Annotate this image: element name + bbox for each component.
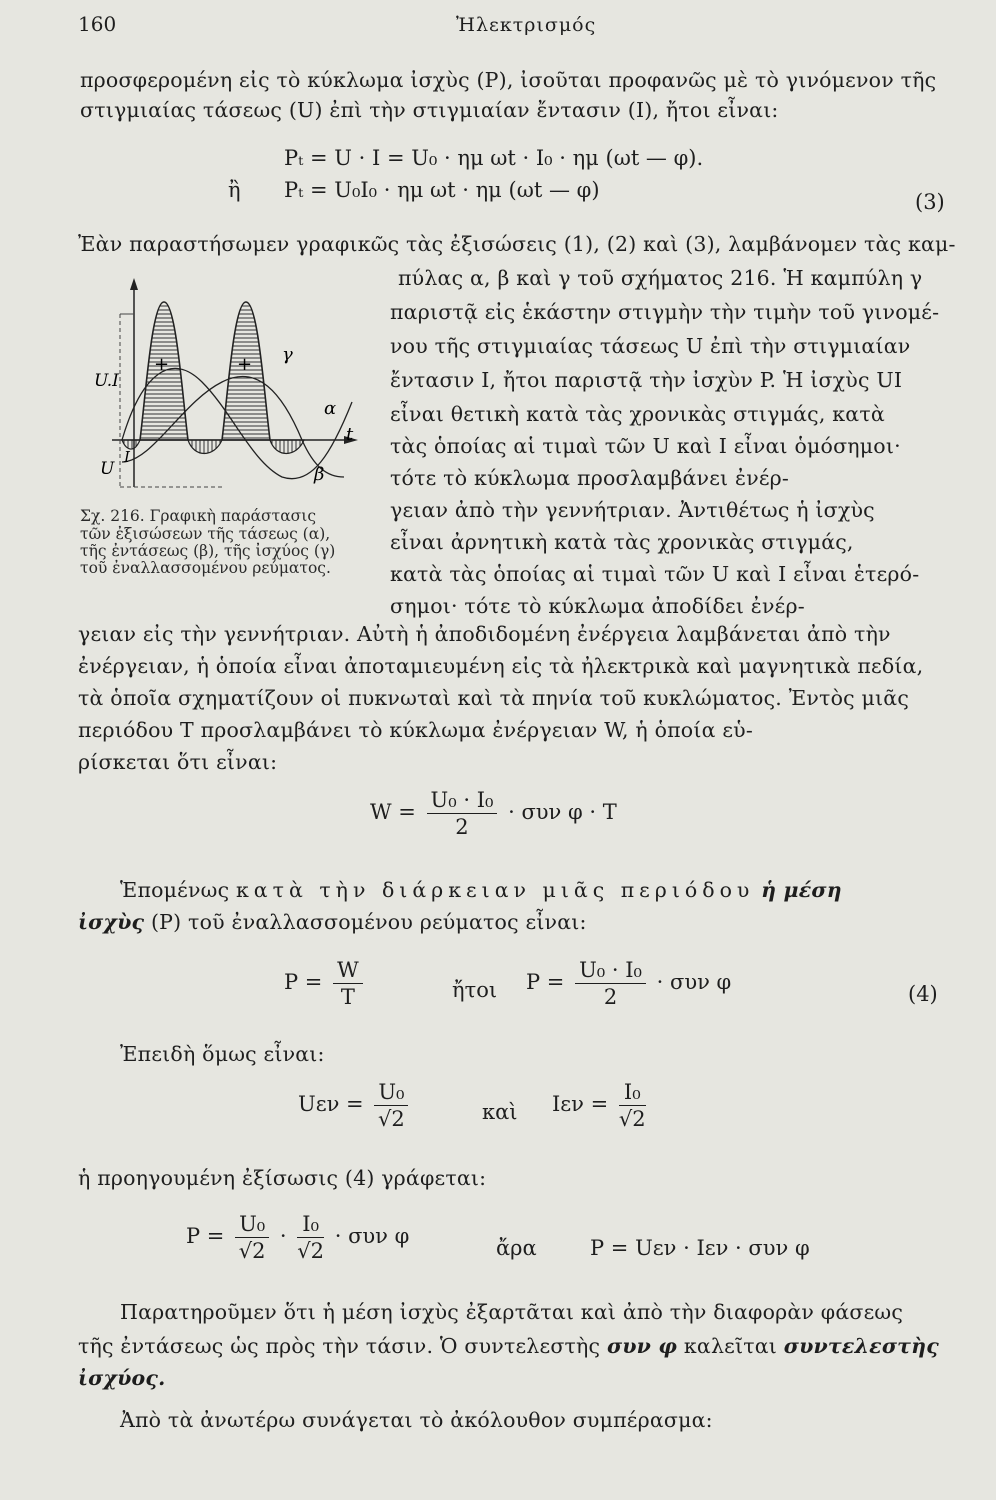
after-line: τὰ ὁποῖα σχηματίζουν οἱ πυκνωταὶ καὶ τὰ πηνία τοῦ κυκλώματος. Ἐντὸς μιᾶς [78, 686, 910, 710]
figure-caption-line: τῶν ἐξισώσεων τῆς τάσεως (α), [80, 525, 331, 543]
effective-voltage-equation: Uεν = $\frac{\text{U₀}}{√2}$ [298, 1080, 412, 1131]
equation-label-4: (4) [908, 982, 938, 1006]
wrap-line: γειαν ἀπὸ τὴν γεννήτριαν. Ἀντιθέτως ἡ ἰσχὺς [390, 498, 875, 522]
figure-216 [82, 272, 370, 502]
since-text: Ἐπειδὴ ὅμως εἶναι: [120, 1042, 325, 1066]
wrap-line: τότε τὸ κύκλωμα προσλαμβάνει ἐνέρ- [390, 466, 790, 490]
label-i: I [124, 448, 130, 466]
energy-rhs: · συν φ · T [508, 800, 617, 824]
power-equation-2: Pₜ = U₀I₀ · ημ ωt · ημ (ωt — φ) [284, 178, 600, 202]
energy-equation [370, 788, 617, 839]
final-result: P = Uεν · Iεν · συν φ [590, 1236, 810, 1260]
power-equation-or: ἢ [228, 178, 241, 202]
previous-equation-text: ἡ προηγουμένη ἐξίσωσις (4) γράφεται: [78, 1166, 487, 1190]
label-alpha: α [324, 398, 337, 419]
label-gamma: γ [282, 344, 293, 365]
observation-line-1: Παρατηροῦμεν ὅτι ἡ μέση ἰσχὺς ἐξαρτᾶται καὶ ἀπὸ τὴν διαφορὰν φάσεως [120, 1300, 904, 1324]
label-beta: β [314, 464, 325, 485]
figure-caption-line: Σχ. 216. Γραφικὴ παράστασις [80, 507, 317, 525]
conclusion-text: Ἀπὸ τὰ ἀνωτέρω συνάγεται τὸ ἀκόλουθον συμπέρασμα: [120, 1408, 713, 1432]
after-line: ρίσκεται ὅτι εἶναι: [78, 750, 278, 774]
wrap-line: εἶναι θετικὴ κατὰ τὰς χρονικὰς στιγμάς, κατὰ [390, 402, 885, 426]
axis-label-ui: U.I [94, 371, 119, 391]
final-equation: P = $\frac{\text{U₀}}{√2}$ · $\frac{\text{I₀}}{√2}$ · συν φ [186, 1212, 410, 1263]
mean-power-line-2: ἰσχὺς (P) τοῦ ἐναλλασσομένου ρεύματος εἶναι: [78, 910, 587, 934]
effective-conj: καὶ [482, 1100, 518, 1124]
wrap-line: εἶναι ἀρνητικὴ κατὰ τὰς χρονικὰς στιγμάς, [390, 530, 854, 554]
wrap-line: παριστᾷ εἰς ἑκάστην στιγμὴν τὴν τιμὴν τοῦ γινομέ- [390, 300, 940, 324]
graph-paragraph-first: Ἐὰν παραστήσωμεν γραφικῶς τὰς ἐξισώσεις (1), (2) καὶ (3), λαμβάνομεν τὰς καμ- [78, 232, 956, 256]
equation-label-3: (3) [915, 190, 945, 214]
wrap-line: κατὰ τὰς ὁποίας αἱ τιμαὶ τῶν U καὶ I εἶναι ἑτερό- [390, 562, 920, 586]
wrap-line: ἔντασιν I, ἤτοι παριστᾷ τὴν ἰσχὺν P. Ἡ ἰσχὺς UI [390, 368, 903, 392]
plus-sign: + [154, 354, 170, 375]
mean-power-conj: ἤτοι [452, 978, 498, 1002]
label-u: U [100, 459, 115, 479]
after-line: περιόδου T προσλαμβάνει τὸ κύκλωμα ἐνέργειαν W, ἡ ὁποία εὑ- [78, 718, 753, 742]
page-number: 160 [78, 12, 117, 36]
wrap-line: σημοι· τότε τὸ κύκλωμα ἀποδίδει ἐνέρ- [390, 594, 805, 618]
wrap-line: νου τῆς στιγμιαίας τάσεως U ἐπὶ τὴν στιγμιαίαν [390, 334, 911, 358]
figure-caption-line: τῆς ἐντάσεως (β), τῆς ἰσχύος (γ) [80, 542, 336, 560]
power-equation-1: Pₜ = U · I = U₀ · ημ ωt · I₀ · ημ (ωt — φ). [284, 146, 704, 170]
energy-lhs: W = [370, 800, 416, 824]
after-line: ἐνέργειαν, ἡ ὁποία εἶναι ἀποταμιευμένη εἰς τὰ ἠλεκτρικὰ καὶ μαγνητικὰ πεδία, [78, 654, 924, 678]
wrap-line: πύλας α, β καὶ γ τοῦ σχήματος 216. Ἡ καμπύλη γ [398, 266, 923, 290]
observation-line-2: τῆς ἐντάσεως ὡς πρὸς τὴν τάσιν. Ὁ συντελεστὴς συν φ καλεῖται συντελεστὴς [78, 1334, 939, 1358]
after-line: γειαν εἰς τὴν γεννήτριαν. Αὐτὴ ἡ ἀποδιδομένη ἐνέργεια λαμβάνεται ἀπὸ τὴν [78, 622, 891, 646]
running-title: Ἠλεκτρισμός [456, 14, 597, 36]
mean-power-equation-1: P = $\frac{W}{T}$ [284, 958, 367, 1009]
energy-fraction: $\frac{\text{U₀ · I₀}}{2}$ [427, 788, 498, 839]
final-conj: ἄρα [496, 1236, 537, 1260]
mean-power-line-1: Ἑπομένως κατὰ τὴν διάρκειαν μιᾶς περιόδου ἡ μέση [120, 878, 842, 902]
plus-sign: + [237, 354, 253, 375]
intro-line-1: προσφερομένη εἰς τὸ κύκλωμα ἰσχὺς (P), ἰσοῦται προφανῶς μὲ τὸ γινόμενον τῆς [80, 68, 937, 92]
figure-caption-line: τοῦ ἐναλλασσομένου ρεύματος. [80, 559, 331, 577]
intro-line-2: στιγμιαίας τάσεως (U) ἐπὶ τὴν στιγμιαίαν ἔντασιν (I), ἤτοι εἶναι: [80, 98, 779, 122]
observation-line-3: ἰσχύος. [78, 1366, 166, 1390]
wrap-line: τὰς ὁποίας αἱ τιμαὶ τῶν U καὶ I εἶναι ὁμόσημοι· [390, 434, 901, 458]
axis-label-t: t [346, 424, 354, 445]
mean-power-equation-2: P = $\frac{\text{U₀ · I₀}}{2}$ · συν φ [526, 958, 732, 1009]
effective-current-equation: Iεν = $\frac{\text{I₀}}{√2}$ [552, 1080, 646, 1131]
